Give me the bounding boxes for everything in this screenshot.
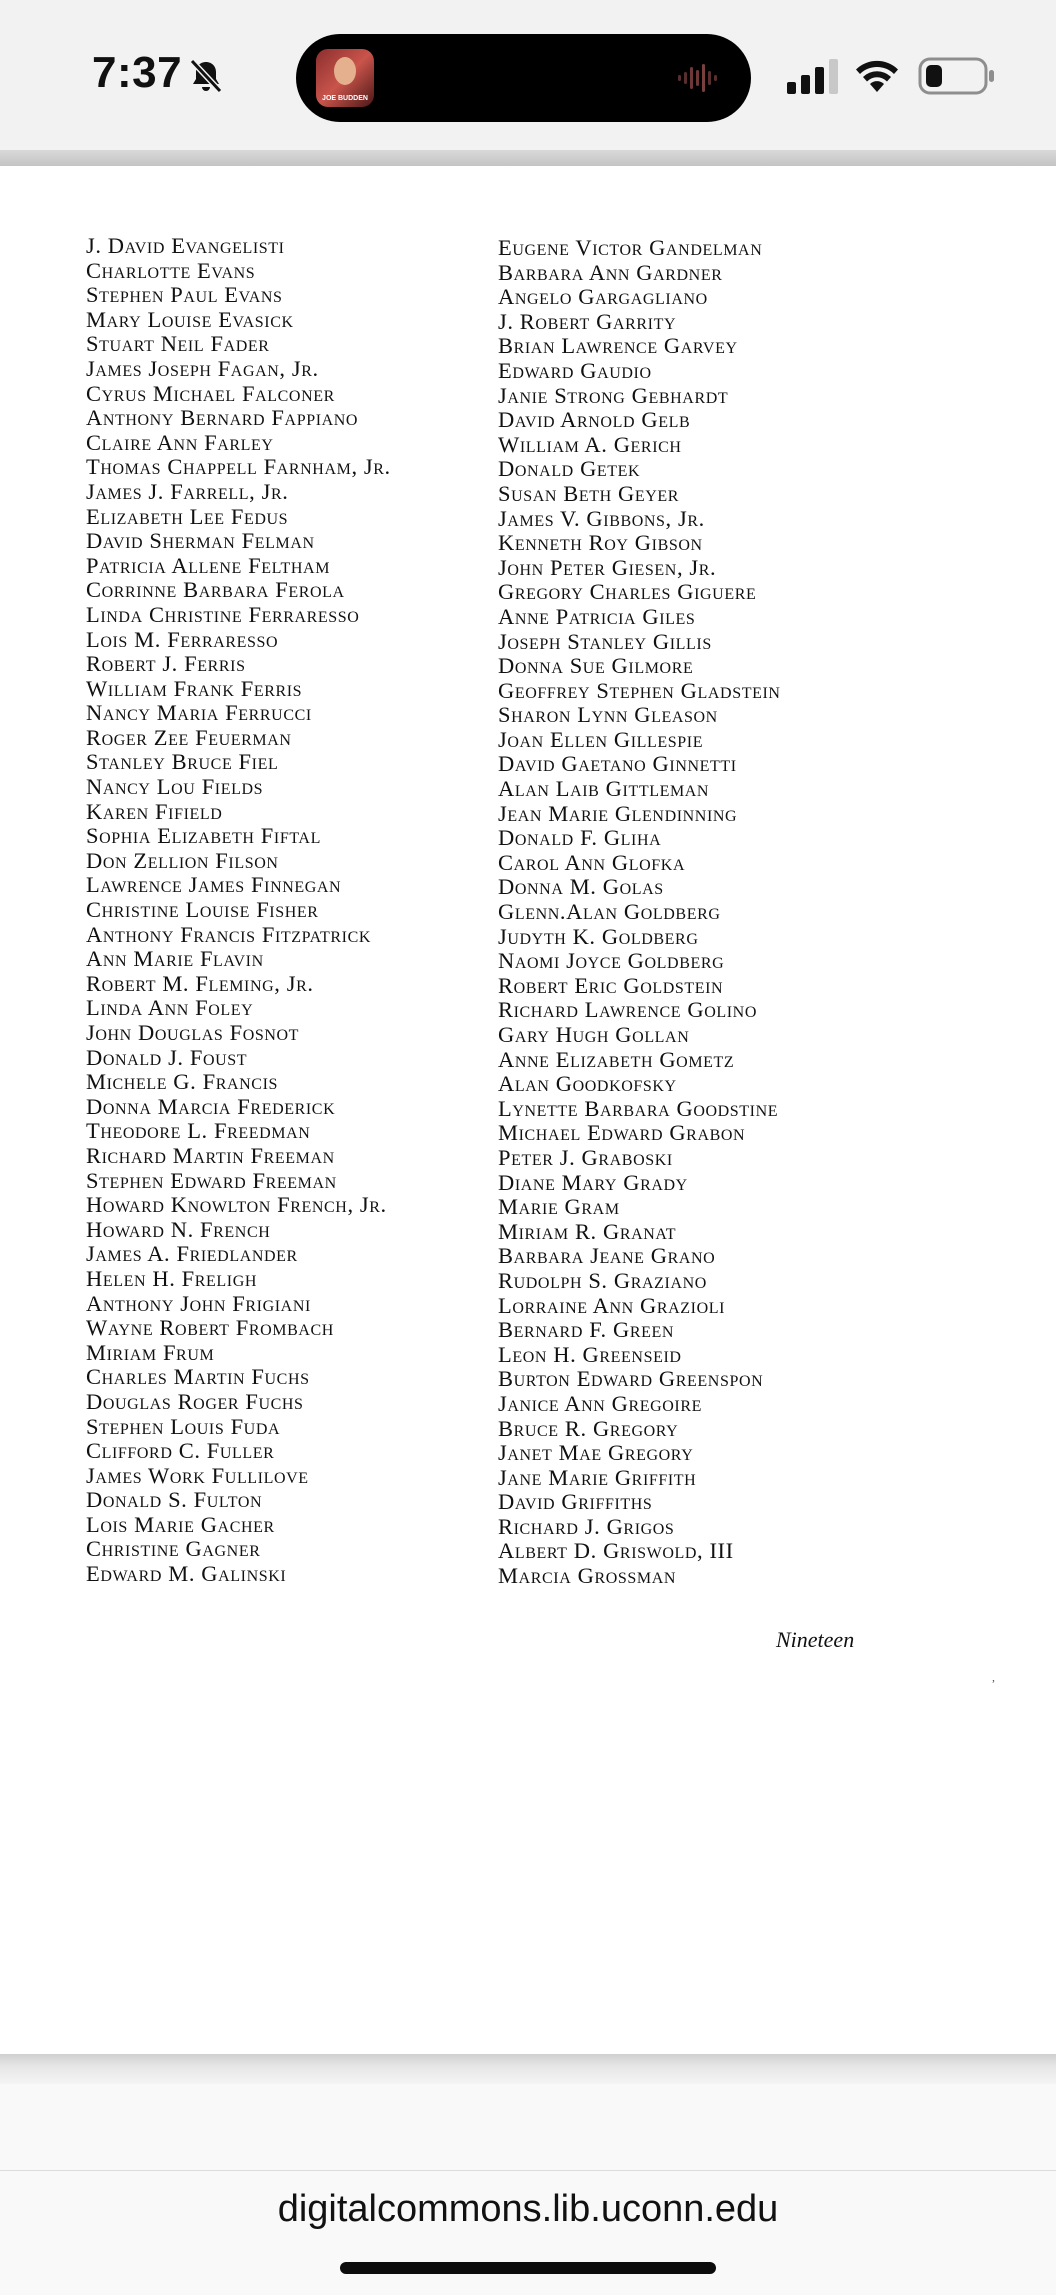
name-entry: Charlotte Evans — [86, 257, 256, 283]
name-entry: Lois M. Ferraresso — [86, 626, 279, 652]
name-entry: Christine Gagner — [86, 1536, 261, 1562]
name-entry: J. David Evangelisti — [86, 233, 285, 258]
name-entry: Sophia Elizabeth Fiftal — [86, 823, 321, 849]
name-entry: Roger Zee Feuerman — [86, 724, 292, 750]
name-entry: Stephen Edward Freeman — [86, 1167, 337, 1193]
name-entry: Helen H. Freligh — [86, 1265, 258, 1291]
name-entry: Peter J. Graboski — [498, 1144, 673, 1170]
name-entry: David Sherman Felman — [86, 528, 315, 554]
name-entry: Richard J. Grigos — [498, 1513, 675, 1539]
dynamic-island[interactable] — [296, 34, 751, 122]
name-entry: Michele G. Francis — [86, 1069, 278, 1095]
name-entry: Alan Laib Gittleman — [498, 776, 710, 802]
name-entry: William Frank Ferris — [86, 675, 303, 701]
name-entry: Richard Lawrence Golino — [498, 997, 757, 1023]
name-entry: Anne Patricia Giles — [498, 603, 696, 629]
name-entry: Stuart Neil Fader — [86, 331, 270, 357]
wifi-icon — [853, 56, 901, 94]
name-entry: Thomas Chappell Farnham, Jr. — [86, 454, 391, 480]
name-entry: Miriam Frum — [86, 1339, 215, 1365]
name-entry: Lois Marie Gacher — [86, 1511, 275, 1537]
audio-waveform-icon — [676, 64, 720, 92]
page-number: Nineteen — [776, 1627, 855, 1652]
browser-address-bar[interactable] — [0, 2084, 1056, 2295]
name-entry: James V. Gibbons, Jr. — [498, 505, 705, 531]
name-entry: Donna M. Golas — [498, 874, 664, 900]
name-entry: Karen Fifield — [86, 798, 223, 824]
name-entry: Kenneth Roy Gibson — [498, 530, 703, 556]
name-entry: Lawrence James Finnegan — [86, 872, 342, 898]
album-art-thumbnail[interactable] — [316, 49, 374, 107]
name-entry: Theodore L. Freedman — [86, 1118, 311, 1144]
name-entry: Christine Louise Fisher — [86, 897, 319, 923]
name-entry: Wayne Robert Frombach — [86, 1315, 334, 1341]
name-entry: Janet Mae Gregory — [498, 1440, 694, 1466]
page-speck: , — [992, 1670, 995, 1684]
name-entry: Albert D. Griswold, III — [498, 1538, 734, 1564]
name-entry: Donald J. Foust — [86, 1044, 248, 1070]
name-entry: Stephen Louis Fuda — [86, 1413, 281, 1439]
name-entry: Jean Marie Glendinning — [498, 800, 738, 826]
name-entry: James A. Friedlander — [86, 1241, 298, 1267]
name-entry: Edward Gaudio — [498, 357, 652, 383]
bell-slash-icon — [186, 56, 226, 96]
name-entry: Robert M. Fleming, Jr. — [86, 970, 314, 996]
status-time: 7:37 — [92, 48, 183, 97]
name-entry: John Douglas Fosnot — [86, 1020, 300, 1045]
name-entry: Corrinne Barbara Ferola — [86, 577, 345, 603]
name-entry: Edward M. Galinski — [86, 1561, 287, 1587]
name-entry: Anthony John Frigiani — [86, 1290, 311, 1316]
name-entry: Marie Gram — [498, 1194, 620, 1220]
name-entry: Howard Knowlton French, Jr. — [86, 1192, 387, 1218]
name-entry: James Joseph Fagan, Jr. — [86, 355, 319, 381]
name-entry: David Griffiths — [498, 1489, 653, 1515]
name-entry: David Gaetano Ginnetti — [498, 751, 737, 777]
name-entry: Howard N. French — [86, 1216, 271, 1242]
name-entry: Nancy Lou Fields — [86, 774, 264, 800]
name-entry: Carol Ann Glofka — [498, 849, 686, 875]
name-entry: James J. Farrell, Jr. — [86, 478, 289, 504]
name-entry: Don Zellion Filson — [86, 847, 279, 873]
url-text[interactable]: digitalcommons.lib.uconn.edu — [277, 2188, 779, 2230]
name-entry: Susan Beth Geyer — [498, 480, 680, 506]
name-entry: Claire Ann Farley — [86, 429, 274, 455]
name-entry: Bernard F. Green — [498, 1317, 674, 1343]
name-entry: Donald S. Fulton — [86, 1487, 263, 1513]
name-entry: Eugene Victor Gandelman — [498, 235, 763, 260]
name-entry: Cyrus Michael Falconer — [86, 380, 335, 406]
name-entry: Marcia Grossman — [498, 1563, 677, 1589]
name-entry: Douglas Roger Fuchs — [86, 1388, 304, 1414]
name-entry: Miriam R. Granat — [498, 1218, 677, 1244]
name-entry: Mary Louise Evasick — [86, 306, 294, 332]
cellular-signal-icon — [785, 58, 841, 94]
home-indicator[interactable] — [340, 2262, 716, 2274]
name-entry: Linda Christine Ferraresso — [86, 601, 360, 627]
names-column-right — [498, 236, 781, 1589]
battery-icon — [918, 56, 996, 96]
name-entry: Gary Hugh Gollan — [498, 1022, 690, 1047]
name-entry: Janice Ann Gregoire — [498, 1390, 702, 1416]
name-entry: Patricia Allene Feltham — [86, 552, 331, 578]
name-entry: Barbara Jeane Grano — [498, 1243, 716, 1269]
name-entry: Judyth K. Goldberg — [498, 923, 699, 949]
name-entry: Bruce R. Gregory — [498, 1415, 679, 1441]
name-entry: Diane Mary Grady — [498, 1169, 688, 1195]
name-entry: Jane Marie Griffith — [498, 1464, 697, 1490]
name-entry: Geoffrey Stephen Gladstein — [498, 677, 781, 703]
name-entry: Linda Ann Foley — [86, 995, 254, 1021]
name-entry: Joseph Stanley Gillis — [498, 628, 712, 654]
name-entry: Stephen Paul Evans — [86, 282, 283, 308]
name-entry: Burton Edward Greenspon — [498, 1366, 764, 1392]
name-entry: Robert Eric Goldstein — [498, 972, 724, 998]
viewer-top-divider — [0, 150, 1056, 166]
name-entry: Robert J. Ferris — [86, 651, 246, 677]
name-entry: Nancy Maria Ferrucci — [86, 700, 312, 726]
name-entry: Anthony Francis Fitzpatrick — [86, 921, 372, 947]
album-art-portrait — [334, 57, 356, 85]
names-column-left — [86, 234, 391, 1587]
status-bar — [0, 0, 1056, 150]
name-entry: Brian Lawrence Garvey — [498, 333, 738, 359]
album-art-text: JOE BUDDEN — [322, 95, 368, 102]
name-entry: Michael Edward Grabon — [498, 1120, 746, 1146]
name-entry: Anthony Bernard Fappiano — [86, 405, 359, 431]
name-entry: Sharon Lynn Gleason — [498, 702, 718, 728]
name-entry: Naomi Joyce Goldberg — [498, 948, 725, 974]
name-entry: Charles Martin Fuchs — [86, 1364, 310, 1390]
name-entry: Alan Goodkofsky — [498, 1071, 677, 1097]
name-entry: Clifford C. Fuller — [86, 1438, 275, 1464]
name-entry: Joan Ellen Gillespie — [498, 726, 704, 752]
name-entry: Lorraine Ann Grazioli — [498, 1292, 726, 1318]
name-entry: Stanley Bruce Fiel — [86, 749, 279, 775]
name-entry: Gregory Charles Giguere — [498, 579, 757, 605]
name-entry: Donna Marcia Frederick — [86, 1093, 336, 1119]
name-entry: Ann Marie Flavin — [86, 946, 264, 972]
name-entry: Donald Getek — [498, 456, 641, 482]
name-entry: Richard Martin Freeman — [86, 1142, 335, 1168]
address-bar-divider — [0, 2170, 1056, 2171]
name-entry: James Work Fullilove — [86, 1462, 309, 1488]
name-entry: Leon H. Greenseid — [498, 1341, 682, 1367]
name-entry: Lynette Barbara Goodstine — [498, 1095, 779, 1121]
name-entry: David Arnold Gelb — [498, 407, 691, 433]
name-entry: Donald F. Gliha — [498, 825, 662, 851]
name-entry: Janie Strong Gebhardt — [498, 382, 729, 408]
name-entry: Rudolph S. Graziano — [498, 1267, 707, 1293]
name-entry: William A. Gerich — [498, 431, 682, 457]
name-entry: John Peter Giesen, Jr. — [498, 554, 717, 580]
name-entry: Donna Sue Gilmore — [498, 653, 694, 679]
name-entry: Barbara Ann Gardner — [498, 259, 723, 285]
name-entry: J. Robert Garrity — [498, 308, 677, 334]
viewer-bottom-divider — [0, 2054, 1056, 2084]
name-entry: Glenn.Alan Goldberg — [498, 899, 721, 925]
name-entry: Elizabeth Lee Fedus — [86, 503, 289, 529]
name-entry: Angelo Gargagliano — [498, 284, 708, 310]
name-entry: Anne Elizabeth Gometz — [498, 1046, 735, 1072]
